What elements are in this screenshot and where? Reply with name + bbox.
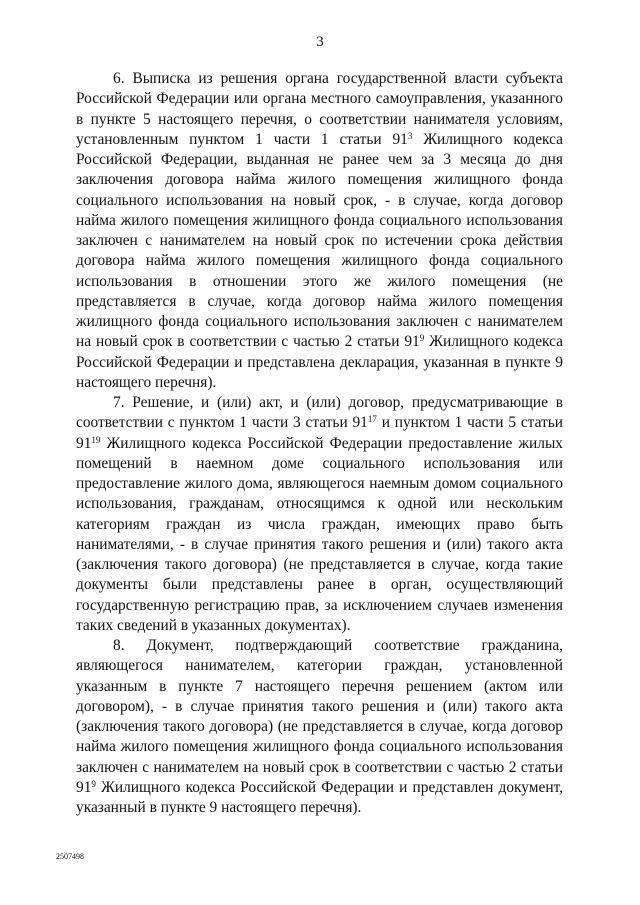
superscript: 9 [419,333,425,344]
paragraph-text: Жилищного кодекса Российской Федерации, выданная не ранее чем за 3 месяца до дня заключения договора найма жилого помещения жилищного фонда социального использования на новый срок, - в случае, когда договор найма жилого помещения жилищного фонда социального использования заключен с нанимателем на новый срок по истечении срока действия договора найма жилого помещения жилищного фонда социального использования в отношении этого же жилого помещения (не представляется в случае, когда договор найма жилого помещения жилищного фонда социального использования заключен с нанимателем на новый срок в соответствии с частью 2 статьи 91 [76,130,563,351]
paragraph-text: и пунктом 1 части 5 статьи 91 [76,414,564,452]
superscript: 3 [407,130,413,141]
superscript: 9 [91,778,96,789]
paragraph-text: 6. Выписка из решения органа государственной власти субъекта Российской Федерации или органа местного самоуправления, указанного в пункте 5 настоящего перечня, о соответствии нанимателя условиям, установленным пунктом 1 части 1 статьи 91 [76,70,563,148]
paragraph-item-7 [76,393,563,636]
paragraph-text: Жилищного кодекса Российской Федерации и представлен документ, указанный в пункте 9 настоящего перечня). [76,778,563,816]
paragraph-text: 7. Решение, и (или) акт, и (или) договор, предусматривающие в соответствии с пунктом 1 части 3 статьи 91 [76,394,563,432]
document-code: 2507498 [56,852,84,861]
paragraph-item-8 [76,636,563,818]
superscript: 17 [367,414,377,425]
page-number: 3 [316,34,324,50]
paragraph-item-6 [76,69,563,393]
paragraph-text: Жилищного кодекса Российской Федерации и представлена декларация, указанная в пункте 9 настоящего перечня). [76,333,563,391]
paragraph-text: Жилищного кодекса Российской Федерации предоставление жилых помещений в наемном доме социального использования или предоставление жилого дома, являющегося наемным домом социального использования, гражданам, относящимся к одной или нескольким категориям граждан из числа граждан, имеющих право быть нанимателями, - в случае принятия такого решения и (или) такого акта (заключения такого договора) (не представляется в случае, когда такие документы были представлены ранее в орган, осуществляющий государственную регистрацию прав, за исключением случаев изменения таких сведений в указанных документах). [76,434,563,634]
paragraph-text: 8. Документ, подтверждающий соответствие гражданина, являющегося нанимателем, категории граждан, установленной указанным в пункте 7 настоящего перечня решением (актом или договором), - в случае принятия такого решения и (или) такого акта (заключения такого договора) (не представляется в случае, когда договор найма жилого помещения жилищного фонда социального использования заключен с нанимателем на новый срок в соответствии с частью 2 статьи 91 [76,637,563,796]
superscript: 19 [91,434,101,445]
document-body [76,69,563,818]
